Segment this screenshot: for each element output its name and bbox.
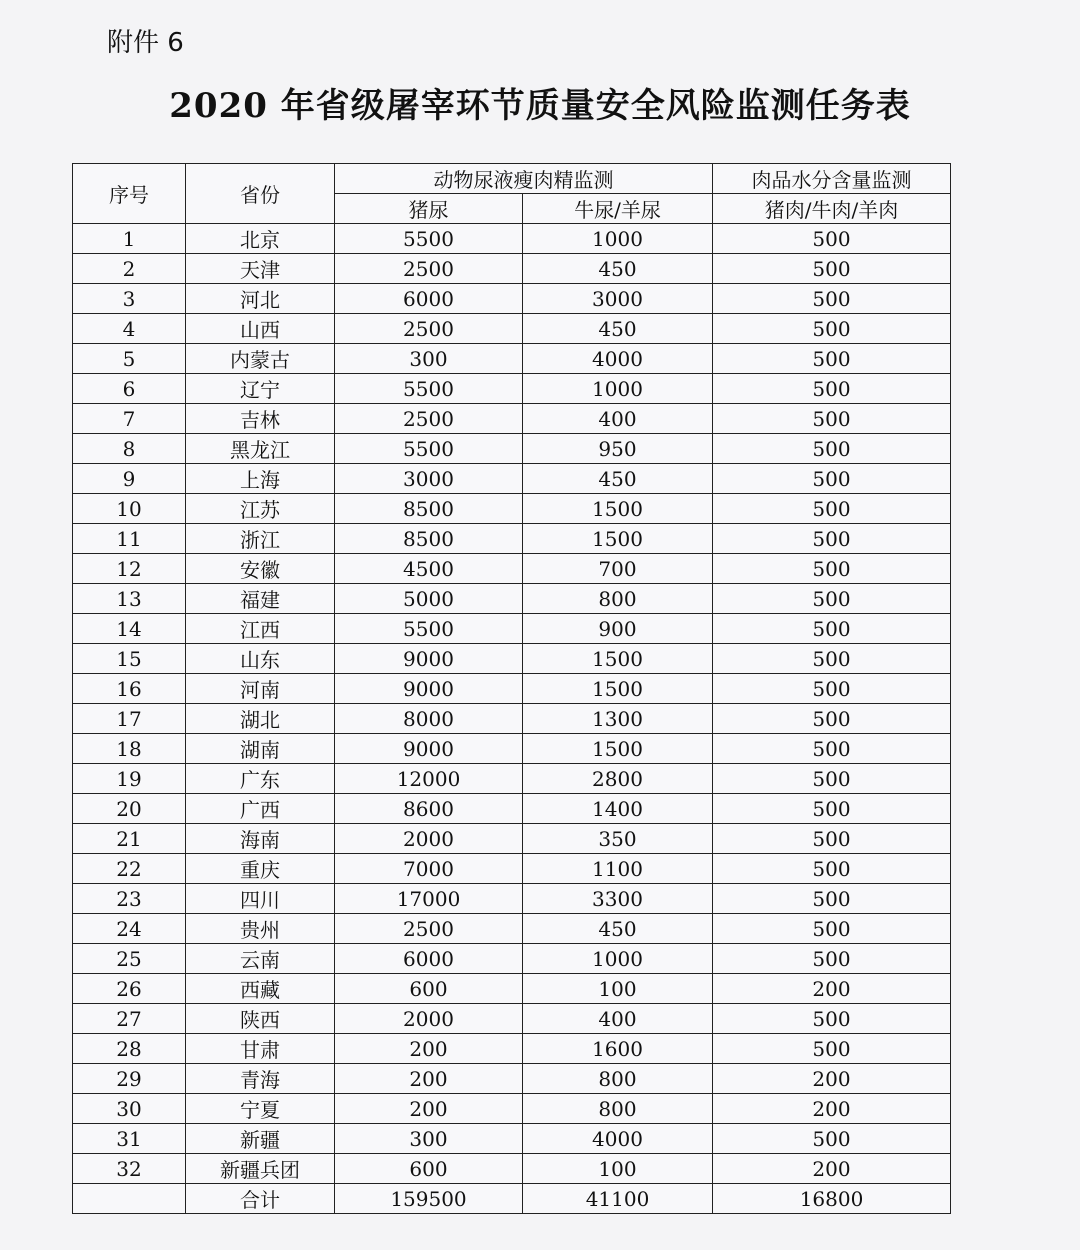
total-seq-cell [73, 1184, 186, 1214]
cattle-sheep-urine-cell: 450 [523, 254, 713, 284]
cattle-sheep-urine-cell: 1000 [523, 944, 713, 974]
meat-cell: 500 [713, 914, 951, 944]
seq-cell: 27 [73, 1004, 186, 1034]
cattle-sheep-urine-cell: 1000 [523, 374, 713, 404]
seq-cell: 21 [73, 824, 186, 854]
header-seq: 序号 [73, 164, 186, 224]
cattle-sheep-urine-cell: 1600 [523, 1034, 713, 1064]
pig-urine-cell: 9000 [335, 644, 523, 674]
province-cell: 海南 [186, 824, 335, 854]
province-cell: 上海 [186, 464, 335, 494]
attachment-label: 附件 6 [107, 28, 184, 58]
pig-urine-cell: 9000 [335, 734, 523, 764]
table-row [73, 1154, 951, 1184]
table-row [73, 374, 951, 404]
table-row [73, 464, 951, 494]
cattle-sheep-urine-cell: 2800 [523, 764, 713, 794]
pig-urine-cell: 9000 [335, 674, 523, 704]
table-row [73, 704, 951, 734]
table-row [73, 524, 951, 554]
meat-cell: 500 [713, 614, 951, 644]
pig-urine-cell: 2000 [335, 1004, 523, 1034]
meat-cell: 500 [713, 284, 951, 314]
meat-cell: 500 [713, 554, 951, 584]
pig-urine-cell: 2500 [335, 914, 523, 944]
pig-urine-cell: 2500 [335, 254, 523, 284]
pig-urine-cell: 4500 [335, 554, 523, 584]
province-cell: 广西 [186, 794, 335, 824]
pig-urine-cell: 600 [335, 1154, 523, 1184]
province-cell: 山东 [186, 644, 335, 674]
meat-cell: 200 [713, 1064, 951, 1094]
header-cattle-sheep-urine: 牛尿/羊尿 [523, 194, 713, 224]
cattle-sheep-urine-cell: 1500 [523, 644, 713, 674]
seq-cell: 28 [73, 1034, 186, 1064]
pig-urine-cell: 7000 [335, 854, 523, 884]
total-pig-urine-cell: 159500 [335, 1184, 523, 1214]
table-row [73, 1034, 951, 1064]
pig-urine-cell: 600 [335, 974, 523, 1004]
seq-cell: 3 [73, 284, 186, 314]
province-cell: 江苏 [186, 494, 335, 524]
total-meat-cell: 16800 [713, 1184, 951, 1214]
cattle-sheep-urine-cell: 800 [523, 1064, 713, 1094]
header-pig-urine: 猪尿 [335, 194, 523, 224]
total-row [73, 1184, 951, 1214]
seq-cell: 9 [73, 464, 186, 494]
cattle-sheep-urine-cell: 3300 [523, 884, 713, 914]
seq-cell: 11 [73, 524, 186, 554]
seq-cell: 4 [73, 314, 186, 344]
province-cell: 湖北 [186, 704, 335, 734]
table-row [73, 404, 951, 434]
table-row [73, 584, 951, 614]
seq-cell: 32 [73, 1154, 186, 1184]
cattle-sheep-urine-cell: 4000 [523, 1124, 713, 1154]
table-row [73, 944, 951, 974]
province-cell: 吉林 [186, 404, 335, 434]
meat-cell: 500 [713, 1004, 951, 1034]
table-row [73, 554, 951, 584]
monitoring-task-table [72, 163, 951, 1214]
meat-cell: 500 [713, 524, 951, 554]
province-cell: 云南 [186, 944, 335, 974]
cattle-sheep-urine-cell: 100 [523, 974, 713, 1004]
province-cell: 陕西 [186, 1004, 335, 1034]
meat-cell: 500 [713, 464, 951, 494]
cattle-sheep-urine-cell: 1500 [523, 734, 713, 764]
province-cell: 福建 [186, 584, 335, 614]
header-meat: 猪肉/牛肉/羊肉 [713, 194, 951, 224]
pig-urine-cell: 5500 [335, 614, 523, 644]
seq-cell: 6 [73, 374, 186, 404]
province-cell: 黑龙江 [186, 434, 335, 464]
province-cell: 贵州 [186, 914, 335, 944]
table-row [73, 254, 951, 284]
table-row [73, 974, 951, 1004]
pig-urine-cell: 3000 [335, 464, 523, 494]
province-cell: 河北 [186, 284, 335, 314]
meat-cell: 500 [713, 344, 951, 374]
cattle-sheep-urine-cell: 1500 [523, 494, 713, 524]
province-cell: 四川 [186, 884, 335, 914]
pig-urine-cell: 300 [335, 344, 523, 374]
meat-cell: 500 [713, 1034, 951, 1064]
pig-urine-cell: 2500 [335, 404, 523, 434]
seq-cell: 14 [73, 614, 186, 644]
pig-urine-cell: 5000 [335, 584, 523, 614]
cattle-sheep-urine-cell: 700 [523, 554, 713, 584]
province-cell: 内蒙古 [186, 344, 335, 374]
table-row [73, 1094, 951, 1124]
meat-cell: 500 [713, 224, 951, 254]
table-row [73, 1004, 951, 1034]
pig-urine-cell: 2000 [335, 824, 523, 854]
meat-cell: 500 [713, 374, 951, 404]
province-cell: 湖南 [186, 734, 335, 764]
province-cell: 西藏 [186, 974, 335, 1004]
meat-cell: 500 [713, 584, 951, 614]
header-province: 省份 [186, 164, 335, 224]
cattle-sheep-urine-cell: 900 [523, 614, 713, 644]
province-cell: 浙江 [186, 524, 335, 554]
table-row [73, 854, 951, 884]
meat-cell: 500 [713, 854, 951, 884]
table-row [73, 914, 951, 944]
seq-cell: 17 [73, 704, 186, 734]
table-row [73, 644, 951, 674]
meat-cell: 500 [713, 824, 951, 854]
meat-cell: 500 [713, 494, 951, 524]
cattle-sheep-urine-cell: 800 [523, 584, 713, 614]
pig-urine-cell: 6000 [335, 284, 523, 314]
pig-urine-cell: 200 [335, 1094, 523, 1124]
seq-cell: 26 [73, 974, 186, 1004]
table-row [73, 1124, 951, 1154]
pig-urine-cell: 200 [335, 1064, 523, 1094]
meat-cell: 200 [713, 1154, 951, 1184]
header-group-water: 肉品水分含量监测 [713, 164, 951, 194]
meat-cell: 500 [713, 794, 951, 824]
province-cell: 新疆 [186, 1124, 335, 1154]
province-cell: 天津 [186, 254, 335, 284]
pig-urine-cell: 17000 [335, 884, 523, 914]
meat-cell: 200 [713, 1094, 951, 1124]
meat-cell: 500 [713, 254, 951, 284]
seq-cell: 5 [73, 344, 186, 374]
cattle-sheep-urine-cell: 450 [523, 914, 713, 944]
province-cell: 广东 [186, 764, 335, 794]
pig-urine-cell: 5500 [335, 434, 523, 464]
header-row-top [73, 164, 951, 194]
meat-cell: 500 [713, 734, 951, 764]
table-row [73, 884, 951, 914]
cattle-sheep-urine-cell: 800 [523, 1094, 713, 1124]
seq-cell: 25 [73, 944, 186, 974]
province-cell: 江西 [186, 614, 335, 644]
province-cell: 安徽 [186, 554, 335, 584]
meat-cell: 500 [713, 704, 951, 734]
province-cell: 甘肃 [186, 1034, 335, 1064]
cattle-sheep-urine-cell: 1400 [523, 794, 713, 824]
province-cell: 重庆 [186, 854, 335, 884]
cattle-sheep-urine-cell: 4000 [523, 344, 713, 374]
table-row [73, 284, 951, 314]
meat-cell: 500 [713, 764, 951, 794]
cattle-sheep-urine-cell: 1000 [523, 224, 713, 254]
pig-urine-cell: 8500 [335, 494, 523, 524]
province-cell: 新疆兵团 [186, 1154, 335, 1184]
table-row [73, 224, 951, 254]
seq-cell: 15 [73, 644, 186, 674]
cattle-sheep-urine-cell: 1500 [523, 524, 713, 554]
table-row [73, 764, 951, 794]
cattle-sheep-urine-cell: 400 [523, 1004, 713, 1034]
meat-cell: 500 [713, 434, 951, 464]
seq-cell: 24 [73, 914, 186, 944]
pig-urine-cell: 5500 [335, 374, 523, 404]
meat-cell: 500 [713, 404, 951, 434]
table-row [73, 494, 951, 524]
table-row [73, 674, 951, 704]
seq-cell: 2 [73, 254, 186, 284]
seq-cell: 13 [73, 584, 186, 614]
pig-urine-cell: 200 [335, 1034, 523, 1064]
seq-cell: 30 [73, 1094, 186, 1124]
meat-cell: 500 [713, 884, 951, 914]
meat-cell: 500 [713, 314, 951, 344]
table-row [73, 314, 951, 344]
pig-urine-cell: 12000 [335, 764, 523, 794]
header-group-urine: 动物尿液瘦肉精监测 [335, 164, 713, 194]
seq-cell: 20 [73, 794, 186, 824]
cattle-sheep-urine-cell: 1300 [523, 704, 713, 734]
meat-cell: 500 [713, 1124, 951, 1154]
meat-cell: 500 [713, 944, 951, 974]
table-row [73, 794, 951, 824]
cattle-sheep-urine-cell: 400 [523, 404, 713, 434]
pig-urine-cell: 5500 [335, 224, 523, 254]
meat-cell: 500 [713, 674, 951, 704]
meat-cell: 200 [713, 974, 951, 1004]
total-label-cell: 合计 [186, 1184, 335, 1214]
pig-urine-cell: 6000 [335, 944, 523, 974]
pig-urine-cell: 8500 [335, 524, 523, 554]
province-cell: 青海 [186, 1064, 335, 1094]
province-cell: 宁夏 [186, 1094, 335, 1124]
province-cell: 北京 [186, 224, 335, 254]
cattle-sheep-urine-cell: 450 [523, 464, 713, 494]
cattle-sheep-urine-cell: 950 [523, 434, 713, 464]
seq-cell: 18 [73, 734, 186, 764]
seq-cell: 19 [73, 764, 186, 794]
cattle-sheep-urine-cell: 450 [523, 314, 713, 344]
seq-cell: 16 [73, 674, 186, 704]
pig-urine-cell: 300 [335, 1124, 523, 1154]
province-cell: 河南 [186, 674, 335, 704]
pig-urine-cell: 8000 [335, 704, 523, 734]
total-cattle-sheep-urine-cell: 41100 [523, 1184, 713, 1214]
seq-cell: 10 [73, 494, 186, 524]
table-row [73, 434, 951, 464]
cattle-sheep-urine-cell: 1100 [523, 854, 713, 884]
table-row [73, 824, 951, 854]
seq-cell: 8 [73, 434, 186, 464]
table-row [73, 344, 951, 374]
cattle-sheep-urine-cell: 100 [523, 1154, 713, 1184]
table-row [73, 614, 951, 644]
table-row [73, 1064, 951, 1094]
cattle-sheep-urine-cell: 3000 [523, 284, 713, 314]
table-body [73, 224, 951, 1214]
table-row [73, 734, 951, 764]
province-cell: 山西 [186, 314, 335, 344]
meat-cell: 500 [713, 644, 951, 674]
seq-cell: 1 [73, 224, 186, 254]
province-cell: 辽宁 [186, 374, 335, 404]
seq-cell: 7 [73, 404, 186, 434]
seq-cell: 23 [73, 884, 186, 914]
cattle-sheep-urine-cell: 350 [523, 824, 713, 854]
pig-urine-cell: 2500 [335, 314, 523, 344]
cattle-sheep-urine-cell: 1500 [523, 674, 713, 704]
seq-cell: 22 [73, 854, 186, 884]
seq-cell: 12 [73, 554, 186, 584]
seq-cell: 31 [73, 1124, 186, 1154]
pig-urine-cell: 8600 [335, 794, 523, 824]
seq-cell: 29 [73, 1064, 186, 1094]
document-title: 2020 年省级屠宰环节质量安全风险监测任务表 [169, 86, 911, 126]
